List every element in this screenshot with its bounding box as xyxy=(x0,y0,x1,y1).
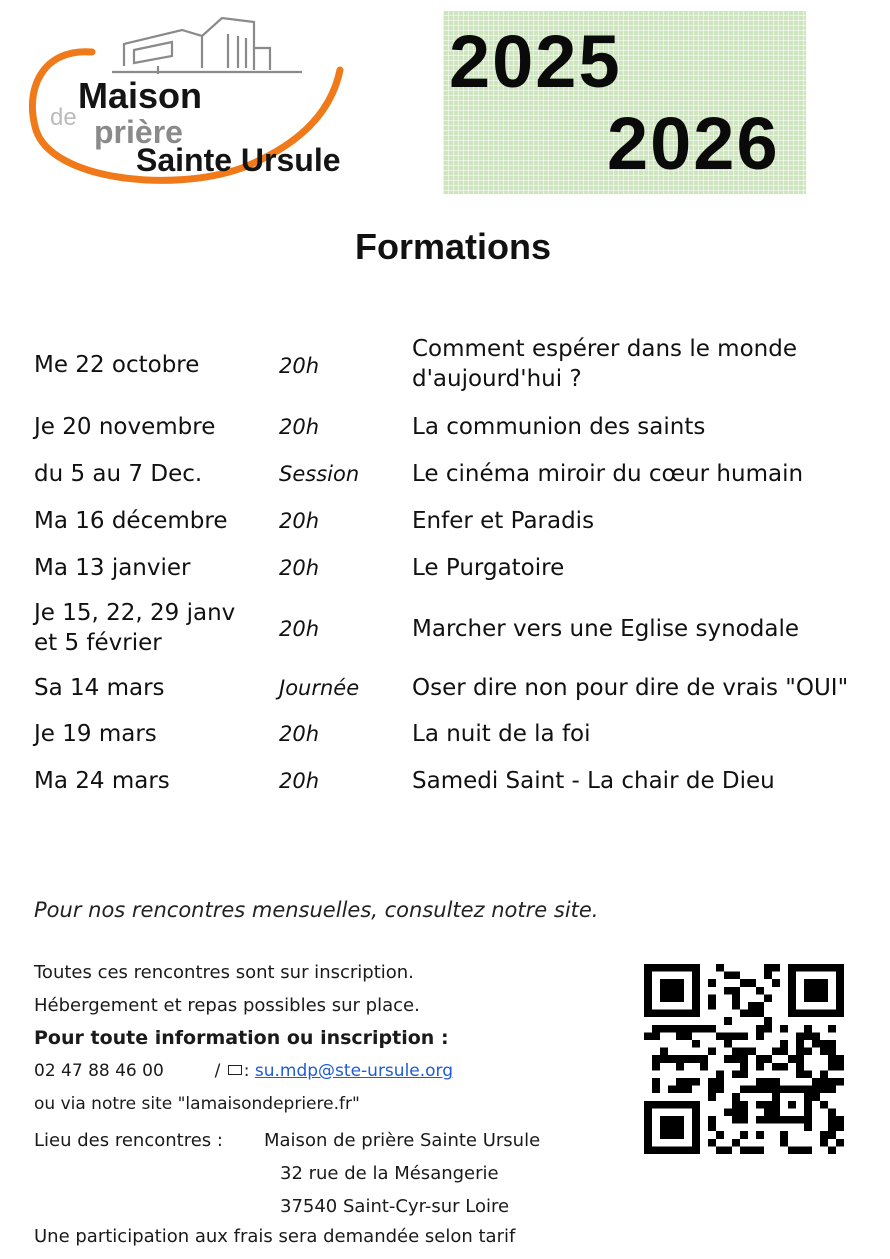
schedule-date: Je 20 novembre xyxy=(34,414,216,440)
schedule-topic: Samedi Saint - La chair de Dieu xyxy=(412,768,775,794)
logo-sainte-ursule-text: Sainte Ursule xyxy=(136,142,341,178)
schedule-date: Me 22 octobre xyxy=(34,352,200,378)
venue-name: Maison de prière Sainte Ursule xyxy=(264,1130,541,1151)
info-lodging: Hébergement et repas possibles sur place. xyxy=(34,995,420,1016)
logo-maison-text: Maison xyxy=(78,75,203,116)
schedule-topic: Enfer et Paradis xyxy=(412,508,595,534)
venue-label: Lieu des rencontres : xyxy=(34,1130,223,1151)
info-registration: Toutes ces rencontres sont sur inscription. xyxy=(34,962,414,983)
participation-note: Une participation aux frais sera demandée selon tarif xyxy=(34,1226,516,1247)
schedule-topic: La nuit de la foi xyxy=(412,721,591,747)
email-label: : xyxy=(243,1061,250,1081)
schedule-topic: Le cinéma miroir du cœur humain xyxy=(412,461,804,487)
year-start: 2025 xyxy=(449,20,622,103)
schedule-time: 20h xyxy=(279,509,320,533)
logo xyxy=(22,8,352,198)
schedule-date: Ma 24 mars xyxy=(34,768,170,794)
schedule-time: Session xyxy=(279,462,360,486)
monthly-note: Pour nos rencontres mensuelles, consultez notre site. xyxy=(34,898,599,922)
logo-de-text: de xyxy=(50,104,77,131)
schedule-date: Sa 14 mars xyxy=(34,675,165,701)
schedule-time: 20h xyxy=(279,769,320,793)
year-end: 2026 xyxy=(607,102,780,185)
year-banner xyxy=(443,11,806,194)
schedule-time: 20h xyxy=(279,556,320,580)
venue-street: 32 rue de la Mésangerie xyxy=(280,1163,499,1184)
email-link[interactable]: su.mdp@ste-ursule.org xyxy=(254,1061,454,1081)
schedule-topic: Marcher vers une Eglise synodale xyxy=(412,616,799,642)
qr-code[interactable] xyxy=(644,964,844,1154)
schedule-time: Journée xyxy=(279,676,360,700)
schedule-time: 20h xyxy=(279,617,320,641)
schedule-topic: La communion des saints xyxy=(412,414,706,440)
phone-number: 02 47 88 46 00 xyxy=(34,1061,164,1081)
schedule-topic: Le Purgatoire xyxy=(412,555,565,581)
venue-city: 37540 Saint-Cyr-sur Loire xyxy=(280,1196,510,1217)
schedule-date: Ma 16 décembre xyxy=(34,508,228,534)
schedule-topic: Comment espérer dans le monde d'aujourd'hui ? xyxy=(412,336,797,392)
info-block xyxy=(34,956,614,1121)
separator: / xyxy=(214,1061,221,1081)
schedule-date: du 5 au 7 Dec. xyxy=(34,461,203,487)
envelope-icon xyxy=(228,1065,242,1075)
info-heading: Pour toute information ou inscription : xyxy=(34,1027,449,1049)
schedule-date: Ma 13 janvier xyxy=(34,555,191,581)
schedule-time: 20h xyxy=(279,722,320,746)
logo-priere-text: prière xyxy=(94,114,183,150)
website-line: ou via notre site "lamaisondepriere.fr" xyxy=(34,1094,360,1114)
page-title: Formations xyxy=(354,226,551,267)
schedule-date: Je 19 mars xyxy=(34,721,157,747)
schedule-time: 20h xyxy=(279,415,320,439)
qr-code-graphic xyxy=(644,964,844,1154)
schedule-time: 20h xyxy=(279,354,320,378)
schedule-topic: Oser dire non pour dire de vrais "OUI" xyxy=(412,675,849,701)
contact-line xyxy=(34,1055,614,1088)
schedule-date: Je 15, 22, 29 janv et 5 février xyxy=(34,600,236,656)
